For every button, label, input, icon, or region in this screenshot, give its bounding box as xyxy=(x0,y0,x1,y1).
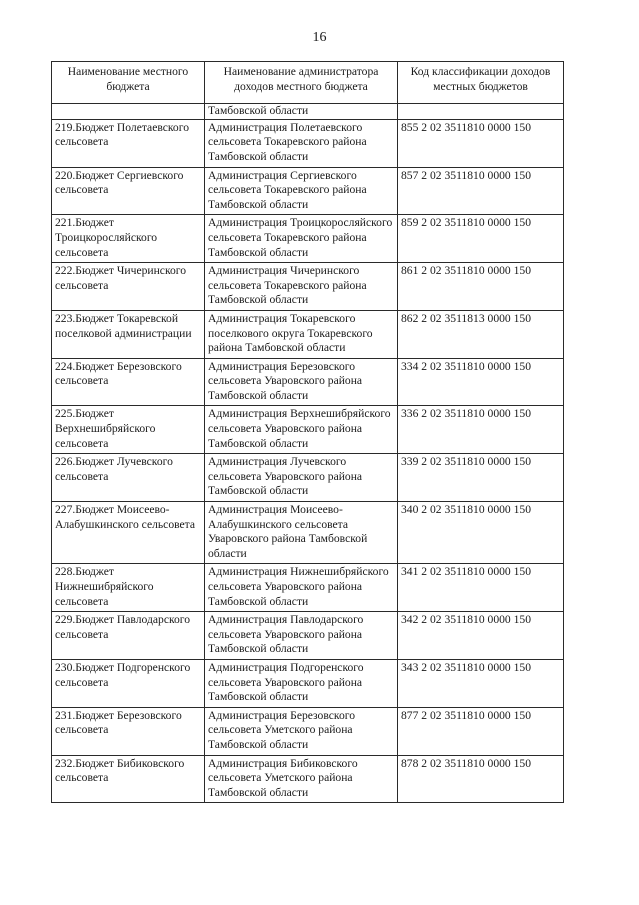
code-cell: 340 2 02 3511810 0000 150 xyxy=(398,502,564,564)
budget-name-cell: 224.Бюджет Березовского сельсовета xyxy=(52,358,205,406)
continuation-administrator: Тамбовской области xyxy=(205,104,398,120)
table-row xyxy=(52,454,564,502)
administrator-cell: Администрация Подгоренского сельсовета Уваровского района Тамбовской области xyxy=(205,659,398,707)
code-cell: 862 2 02 3511813 0000 150 xyxy=(398,310,564,358)
administrator-cell: Администрация Березовского сельсовета Уваровского района Тамбовской области xyxy=(205,358,398,406)
budget-name-cell: 232.Бюджет Бибиковского сельсовета xyxy=(52,755,205,803)
continuation-row xyxy=(52,104,564,120)
budget-table xyxy=(51,61,564,803)
table-row xyxy=(52,406,564,454)
budget-name-cell: 226.Бюджет Лучевского сельсовета xyxy=(52,454,205,502)
continuation-budget xyxy=(52,104,205,120)
header-classification-code: Код классификации доходов местных бюджетов xyxy=(398,62,564,104)
administrator-cell: Администрация Березовского сельсовета Уметского района Тамбовской области xyxy=(205,707,398,755)
budget-name-cell: 225.Бюджет Верхнешибряйского сельсовета xyxy=(52,406,205,454)
table-row xyxy=(52,358,564,406)
administrator-cell: Администрация Павлодарского сельсовета Уваровского района Тамбовской области xyxy=(205,612,398,660)
header-budget-name: Наименование местного бюджета xyxy=(52,62,205,104)
code-cell: 339 2 02 3511810 0000 150 xyxy=(398,454,564,502)
budget-name-cell: 219.Бюджет Полетаевского сельсовета xyxy=(52,119,205,167)
code-cell: 343 2 02 3511810 0000 150 xyxy=(398,659,564,707)
header-administrator: Наименование администратора доходов местного бюджета xyxy=(205,62,398,104)
table-row xyxy=(52,310,564,358)
page-number: 16 xyxy=(312,30,327,45)
administrator-cell: Администрация Чичеринского сельсовета Токаревского района Тамбовской области xyxy=(205,263,398,311)
table-row xyxy=(52,564,564,612)
code-cell: 336 2 02 3511810 0000 150 xyxy=(398,406,564,454)
budget-name-cell: 223.Бюджет Токаревской поселковой администрации xyxy=(52,310,205,358)
administrator-cell: Администрация Полетаевского сельсовета Токаревского района Тамбовской области xyxy=(205,119,398,167)
table-row xyxy=(52,612,564,660)
header-row xyxy=(52,62,564,104)
code-cell: 859 2 02 3511810 0000 150 xyxy=(398,215,564,263)
budget-name-cell: 228.Бюджет Нижнешибряйского сельсовета xyxy=(52,564,205,612)
table-row xyxy=(52,119,564,167)
administrator-cell: Администрация Нижнешибряйского сельсовета Уваровского района Тамбовской области xyxy=(205,564,398,612)
budget-name-cell: 222.Бюджет Чичеринского сельсовета xyxy=(52,263,205,311)
table-row xyxy=(52,502,564,564)
code-cell: 857 2 02 3511810 0000 150 xyxy=(398,167,564,215)
budget-name-cell: 221.Бюджет Троицкоросляйского сельсовета xyxy=(52,215,205,263)
budget-name-cell: 220.Бюджет Сергиевского сельсовета xyxy=(52,167,205,215)
administrator-cell: Администрация Верхнешибряйского сельсовета Уваровского района Тамбовской области xyxy=(205,406,398,454)
table-row xyxy=(52,263,564,311)
budget-name-cell: 231.Бюджет Березовского сельсовета xyxy=(52,707,205,755)
code-cell: 341 2 02 3511810 0000 150 xyxy=(398,564,564,612)
administrator-cell: Администрация Лучевского сельсовета Уваровского района Тамбовской области xyxy=(205,454,398,502)
table-row xyxy=(52,659,564,707)
continuation-code xyxy=(398,104,564,120)
table-row xyxy=(52,167,564,215)
administrator-cell: Администрация Токаревского поселкового округа Токаревского района Тамбовской области xyxy=(205,310,398,358)
code-cell: 334 2 02 3511810 0000 150 xyxy=(398,358,564,406)
code-cell: 877 2 02 3511810 0000 150 xyxy=(398,707,564,755)
code-cell: 861 2 02 3511810 0000 150 xyxy=(398,263,564,311)
administrator-cell: Администрация Моисеево-Алабушкинского сельсовета Уваровского района Тамбовской области xyxy=(205,502,398,564)
budget-name-cell: 230.Бюджет Подгоренского сельсовета xyxy=(52,659,205,707)
administrator-cell: Администрация Сергиевского сельсовета Токаревского района Тамбовской области xyxy=(205,167,398,215)
administrator-cell: Администрация Бибиковского сельсовета Уметского района Тамбовской области xyxy=(205,755,398,803)
table-row xyxy=(52,755,564,803)
administrator-cell: Администрация Троицкоросляйского сельсовета Токаревского района Тамбовской области xyxy=(205,215,398,263)
code-cell: 855 2 02 3511810 0000 150 xyxy=(398,119,564,167)
code-cell: 342 2 02 3511810 0000 150 xyxy=(398,612,564,660)
budget-name-cell: 227.Бюджет Моисеево-Алабушкинского сельсовета xyxy=(52,502,205,564)
budget-name-cell: 229.Бюджет Павлодарского сельсовета xyxy=(52,612,205,660)
code-cell: 878 2 02 3511810 0000 150 xyxy=(398,755,564,803)
table-row xyxy=(52,215,564,263)
table-row xyxy=(52,707,564,755)
